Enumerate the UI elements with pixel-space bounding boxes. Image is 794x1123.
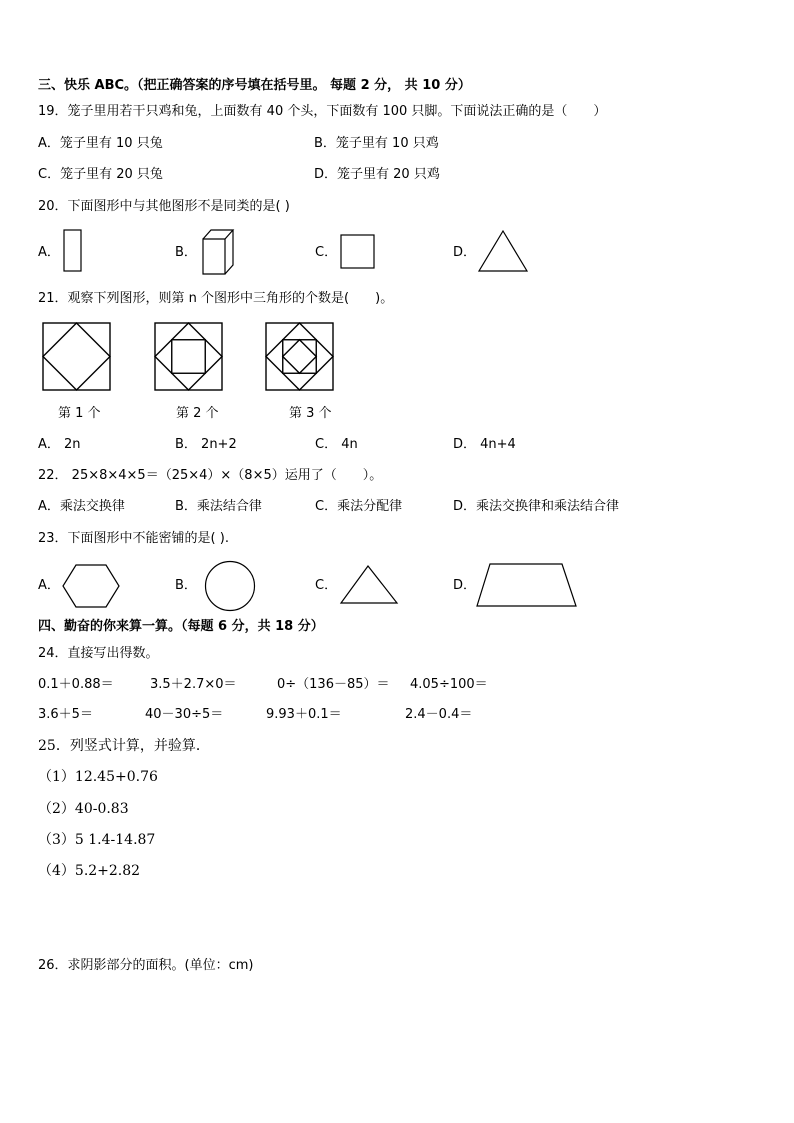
q21-option-a: A． 2n — [38, 437, 81, 452]
q24-expr: 40－30÷5＝ — [145, 707, 224, 722]
pattern-figure-3 — [265, 322, 335, 392]
q22-option-b: B．乘法结合律 — [175, 499, 262, 514]
q20-option-d: D． — [453, 245, 477, 260]
pattern-figure-2 — [154, 322, 224, 392]
q24-expr: 2.4－0.4＝ — [405, 707, 473, 722]
q20-stem: 20．下面图形中与其他图形不是同类的是( ) — [38, 199, 290, 214]
q24-expr: 4.05÷100＝ — [410, 677, 488, 692]
q25-item-3: （3）5 1.4-14.87 — [38, 832, 156, 848]
q24-expr: 0÷（136－85）＝ — [277, 677, 390, 692]
q21-stem: 21．观察下列图形，则第 n 个图形中三角形的个数是( )。 — [38, 291, 394, 306]
q23-option-b: B． — [175, 578, 197, 593]
circle-shape — [203, 559, 257, 613]
figure-label-3: 第 3 个 — [289, 406, 332, 421]
triangle-shape — [477, 229, 529, 273]
triangle-shape — [339, 564, 399, 606]
q19-option-b: B．笼子里有 10 只鸡 — [314, 136, 439, 151]
q22-option-a: A．乘法交换律 — [38, 499, 125, 514]
q19-stem: 19．笼子里用若干只鸡和兔，上面数有 40 个头，下面数有 100 只脚。下面说法正确的是（ ） — [38, 104, 607, 119]
q26-stem: 26．求阴影部分的面积。(单位：cm) — [38, 958, 254, 973]
q25-item-2: （2）40-0.83 — [38, 801, 129, 817]
section-4-title: 四、勤奋的你来算一算。（每题 6 分，共 18 分） — [38, 619, 324, 634]
q21-option-d: D． 4n+4 — [453, 437, 516, 452]
q20-option-b: B． — [175, 245, 197, 260]
q22-stem: 22． 25×8×4×5＝（25×4）×（8×5）运用了（ ）。 — [38, 468, 383, 483]
q20-option-a: A． — [38, 245, 60, 260]
q25-item-1: （1）12.45+0.76 — [38, 769, 158, 785]
trapezoid-shape — [475, 561, 579, 609]
q23-stem: 23．下面图形中不能密铺的是( ). — [38, 531, 229, 546]
q25-stem: 25．列竖式计算，并验算． — [38, 738, 210, 754]
hexagon-shape — [61, 563, 121, 609]
q19-option-a: A．笼子里有 10 只兔 — [38, 136, 163, 151]
q21-option-b: B． 2n+2 — [175, 437, 237, 452]
q23-option-c: C． — [315, 578, 338, 593]
q24-expr: 3.5＋2.7×0＝ — [150, 677, 237, 692]
q20-option-c: C． — [315, 245, 338, 260]
rectangle-shape — [63, 229, 83, 273]
q24-expr: 3.6＋5＝ — [38, 707, 93, 722]
q22-option-d: D．乘法交换律和乘法结合律 — [453, 499, 620, 514]
q22-option-c: C．乘法分配律 — [315, 499, 403, 514]
q19-option-d: D．笼子里有 20 只鸡 — [314, 167, 440, 182]
q24-stem: 24．直接写出得数。 — [38, 646, 159, 661]
q23-option-d: D． — [453, 578, 477, 593]
q23-option-a: A． — [38, 578, 60, 593]
section-3-title: 三、快乐 ABC。（把正确答案的序号填在括号里。 每题 2 分， 共 10 分） — [38, 78, 471, 93]
q19-option-c: C．笼子里有 20 只兔 — [38, 167, 163, 182]
q24-expr: 0.1＋0.88＝ — [38, 677, 114, 692]
pattern-figure-1 — [42, 322, 112, 392]
figure-label-1: 第 1 个 — [58, 406, 101, 421]
cuboid-shape — [200, 226, 236, 276]
figure-label-2: 第 2 个 — [176, 406, 219, 421]
q21-option-c: C． 4n — [315, 437, 358, 452]
q25-item-4: （4）5.2+2.82 — [38, 863, 141, 879]
square-shape — [340, 234, 376, 270]
q24-expr: 9.93＋0.1＝ — [266, 707, 342, 722]
